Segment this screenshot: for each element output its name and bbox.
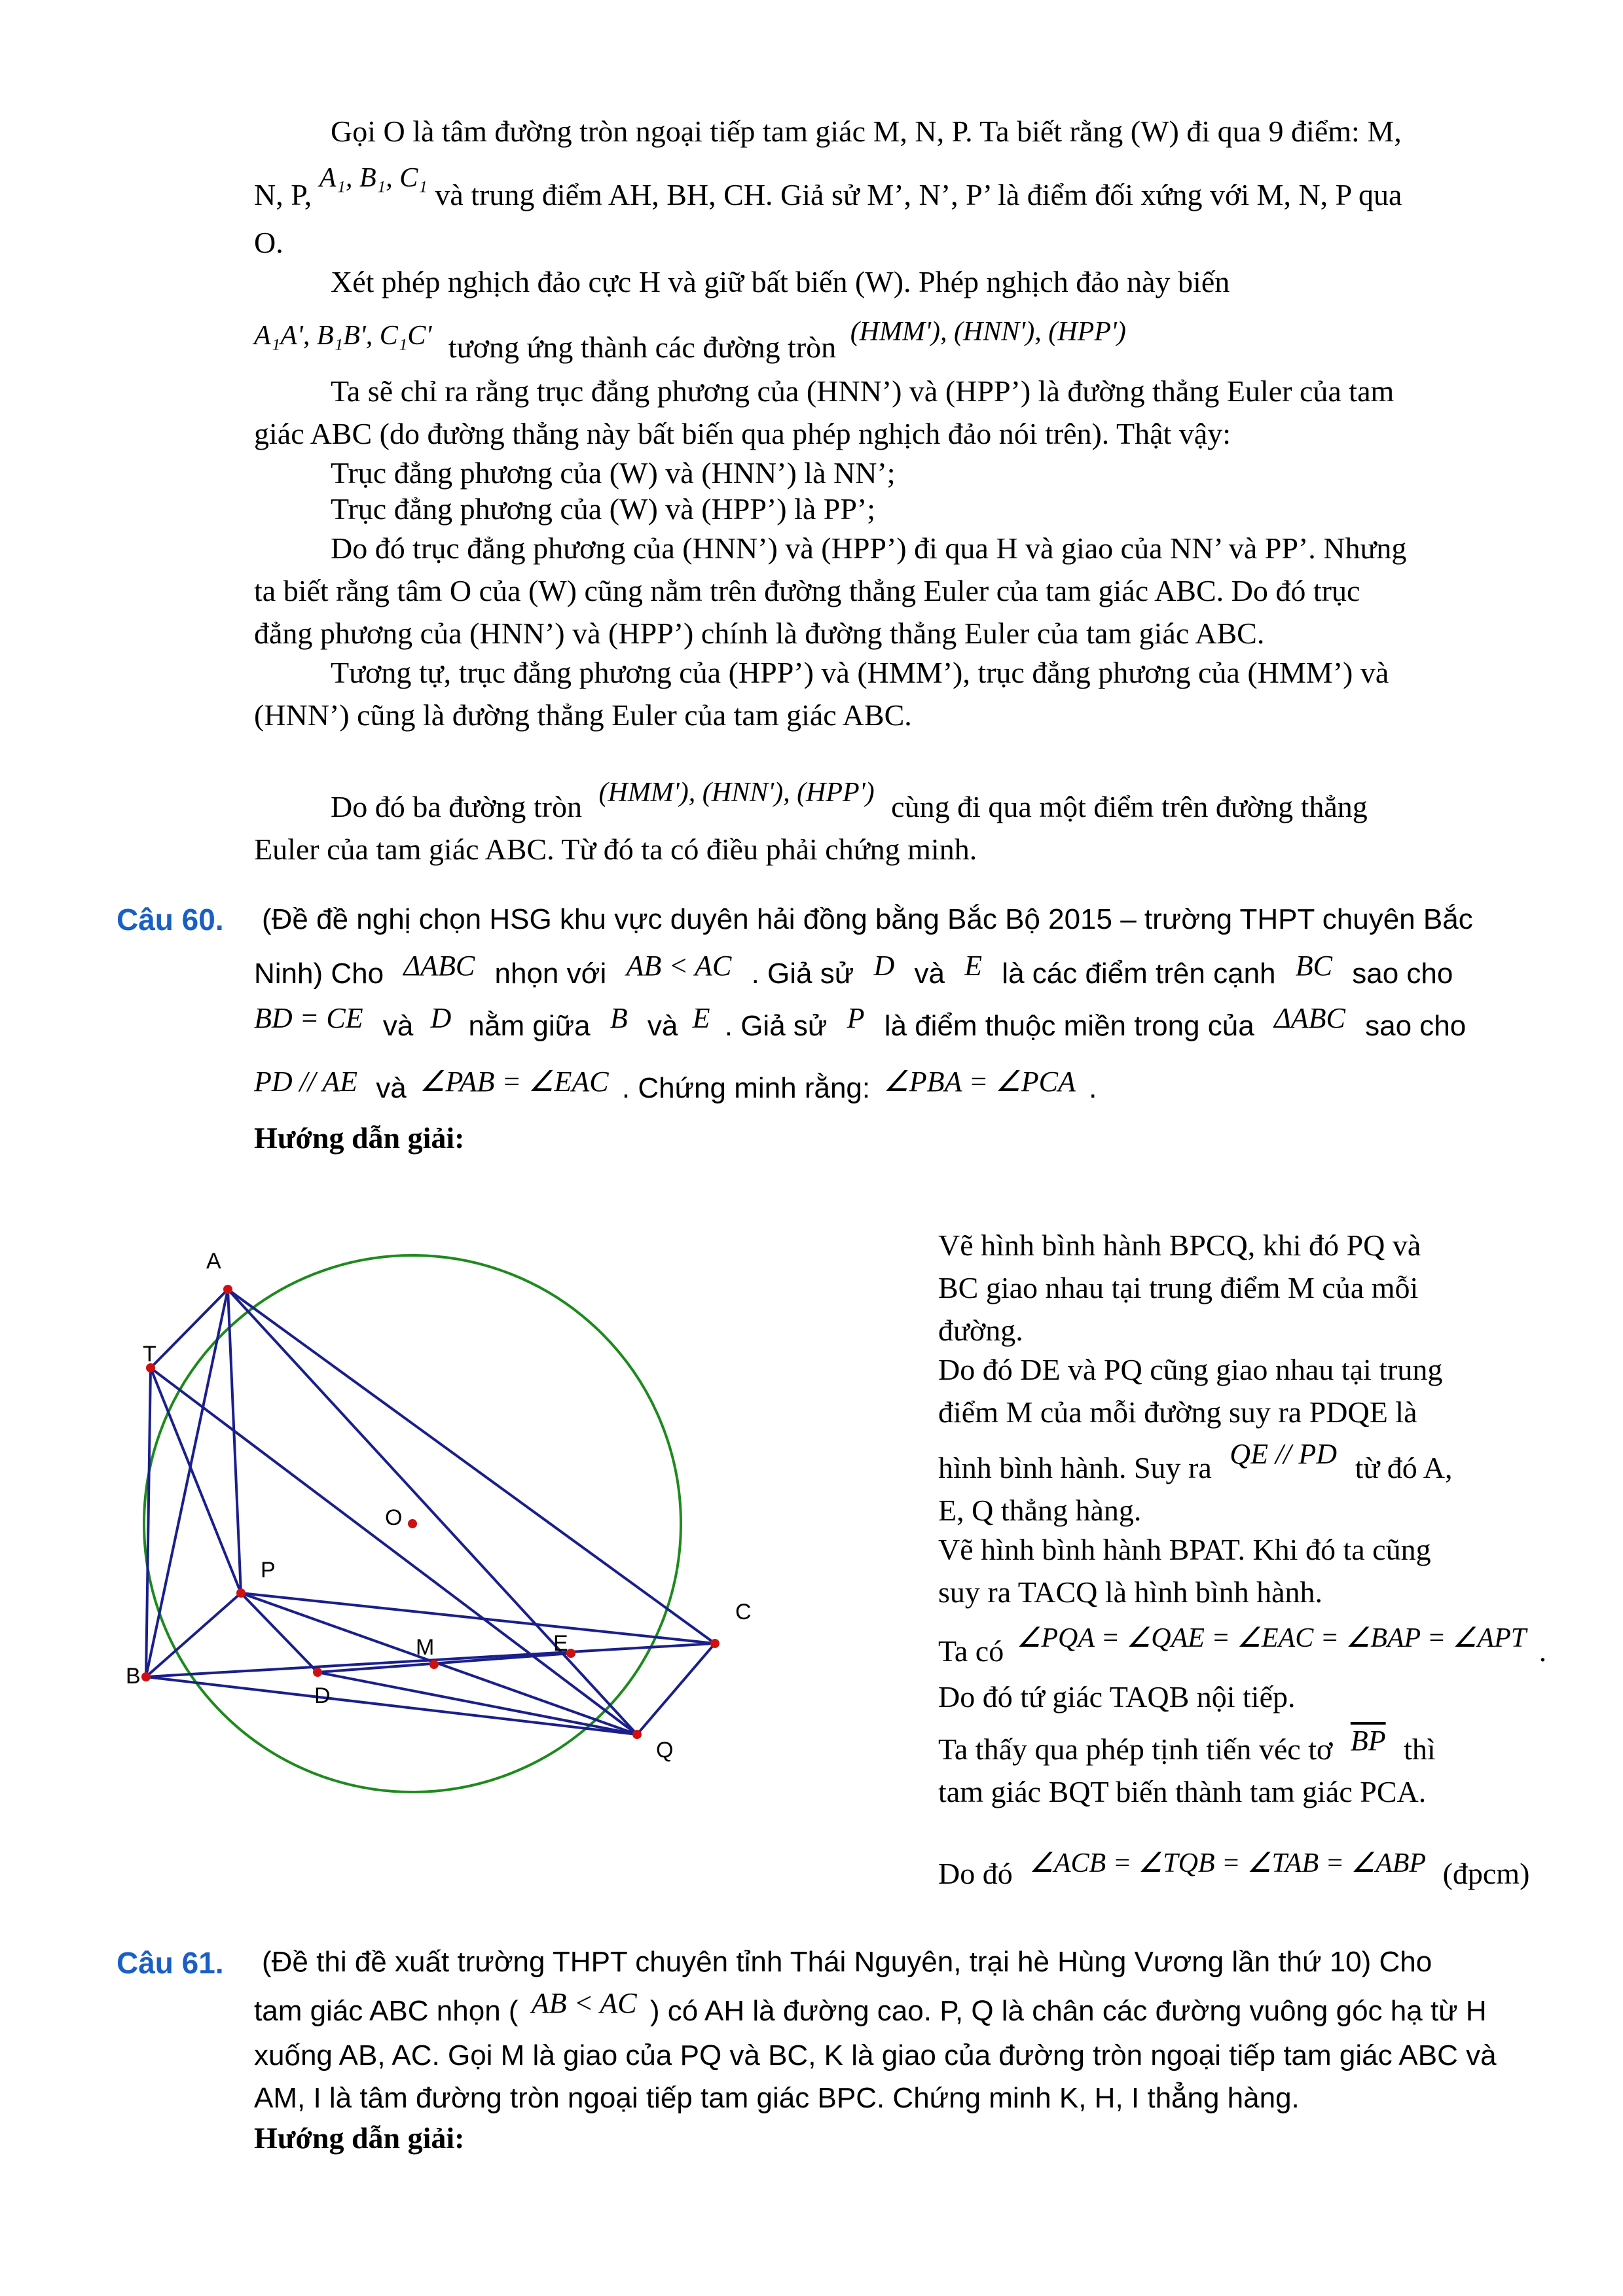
q60-sol-10-a: Ta có — [938, 1634, 1004, 1668]
para-line-10: Do đó trục đẳng phương của (HNN’) và (HPP’) đi qua H và giao của NN’ và PP’. Nhưng — [331, 531, 1407, 565]
label-m: M — [416, 1635, 435, 1660]
q61-line-4: AM, I là tâm đường tròn ngoại tiếp tam giác BPC. Chứng minh K, H, I thẳng hàng. — [254, 2082, 1300, 2114]
q61-line-1: (Đề thi đề xuất trường THPT chuyên tỉnh Thái Nguyên, trại hè Hùng Vương lần thứ 10) Cho — [262, 1946, 1432, 1978]
q60-line-2-a: Ninh) Cho — [254, 958, 384, 990]
segment-ab — [146, 1289, 228, 1677]
math-e: E — [964, 950, 983, 982]
q61-line-2 — [254, 1987, 1487, 2033]
para-line-11: ta biết rằng tâm O của (W) cũng nằm trên đường thẳng Euler của tam giác ABC. Do đó trục — [254, 574, 1360, 607]
point-o — [408, 1519, 417, 1528]
math-ab-lt-ac: AB < AC — [626, 950, 732, 982]
math-bc: BC — [1295, 950, 1332, 982]
figure-lines — [146, 1289, 715, 1734]
q60-line-4-b: . Chứng minh rằng: — [621, 1072, 871, 1104]
q60-sol-10 — [938, 1623, 1547, 1674]
label-p: P — [261, 1558, 276, 1583]
math-p: P — [847, 1002, 865, 1034]
math-q61-ab-lt-ac: AB < AC — [531, 1987, 637, 2019]
para-line-8: Trục đẳng phương của (W) và (HNN’) là NN’; — [331, 456, 896, 490]
q61-guide-heading: Hướng dẫn giải: — [254, 2121, 465, 2155]
segment-pd — [241, 1593, 318, 1672]
para-line-13: Tương tự, trục đẳng phương của (HPP’) và (HMM’), trục đẳng phương của (HMM’) và — [331, 656, 1389, 689]
q60-line-4 — [254, 1067, 1097, 1110]
math-b: B — [610, 1002, 628, 1034]
q60-line-4-a: và — [376, 1072, 407, 1104]
math-angle-chain-2: ∠ACB = ∠TQB = ∠TAB = ∠ABP — [1029, 1848, 1427, 1878]
math-angles-pab-eac: ∠PAB = ∠EAC — [420, 1066, 609, 1098]
label-a: A — [206, 1249, 221, 1274]
label-q: Q — [656, 1738, 674, 1763]
q60-sol-14-a: Do đó — [938, 1857, 1013, 1890]
q60-line-1: (Đề đề nghị chọn HSG khu vực duyên hải đồng bằng Bắc Bộ 2015 – trường THPT chuyên Bắc — [262, 903, 1473, 935]
q60-sol-6-b: từ đó A, — [1355, 1451, 1453, 1484]
math-a1b1c1: A₁, B₁, C₁ — [319, 163, 428, 193]
q61-line-3: xuống AB, AC. Gọi M là giao của PQ và BC, K là giao của đường tròn ngoại tiếp tam giác ABC và — [254, 2039, 1497, 2072]
q60-sol-12-b: thì — [1404, 1732, 1436, 1766]
math-e-2: E — [692, 1002, 710, 1034]
q60-line-3-a: và — [382, 1010, 414, 1042]
q60-line-3-f: sao cho — [1365, 1010, 1467, 1042]
q61-label: Câu 61. — [117, 1946, 224, 1980]
point-p — [236, 1588, 246, 1598]
q60-sol-14-b: (đpcm) — [1442, 1857, 1530, 1890]
para-line-2-b: và trung điểm AH, BH, CH. Giả sử M’, N’, P’ là điểm đối xứng với M, N, P qua — [435, 178, 1402, 211]
segment-at — [151, 1289, 228, 1368]
q60-line-2-b: nhọn với — [494, 958, 607, 990]
para-line-12: đẳng phương của (HNN’) và (HPP’) chính là đường thẳng Euler của tam giác ABC. — [254, 617, 1265, 650]
q60-line-2-f: sao cho — [1352, 958, 1453, 990]
q60-sol-10-b: . — [1539, 1634, 1547, 1668]
para-line-7: giác ABC (do đường thẳng này bất biến qua phép nghịch đảo nói trên). Thật vậy: — [254, 417, 1231, 450]
segment-de — [318, 1653, 571, 1672]
math-d: D — [873, 950, 895, 982]
label-o: O — [385, 1505, 403, 1530]
math-d-2: D — [430, 1002, 452, 1034]
q60-sol-13: tam giác BQT biến thành tam giác PCA. — [938, 1775, 1427, 1808]
q61-line-2-a: tam giác ABC nhọn ( — [254, 1995, 519, 2027]
q60-sol-3: đường. — [938, 1314, 1023, 1347]
point-c — [710, 1639, 720, 1648]
q60-sol-14 — [938, 1848, 1530, 1897]
q60-sol-12 — [938, 1725, 1436, 1772]
label-b: B — [126, 1664, 141, 1689]
label-c: C — [735, 1600, 752, 1624]
q60-sol-11: Do đó tứ giác TAQB nội tiếp. — [938, 1680, 1296, 1713]
q60-sol-5: điểm M của mỗi đường suy ra PDQE là — [938, 1395, 1417, 1429]
math-pd-ae: PD // AE — [254, 1066, 358, 1098]
segment-cq — [637, 1643, 715, 1734]
q60-sol-6-a: hình bình hành. Suy ra — [938, 1451, 1212, 1484]
geometry-figure — [92, 1211, 752, 1763]
point-q — [632, 1730, 642, 1739]
q60-line-3-b: nằm giữa — [468, 1010, 591, 1042]
math-bd-ce: BD = CE — [254, 1002, 363, 1034]
q60-sol-8: Vẽ hình bình hành BPAT. Khi đó ta cũng — [938, 1533, 1431, 1566]
math-vector-bp: $\overline{BP}$ — [1350, 1725, 1386, 1757]
para-line-4: Xét phép nghịch đảo cực H và giữ bất biến (W). Phép nghịch đảo này biến — [331, 265, 1230, 298]
segment-ac — [228, 1289, 715, 1643]
math-qe-pd: QE // PD — [1230, 1438, 1338, 1470]
para-line-5 — [254, 313, 1126, 364]
q60-line-2-c: . Giả sử — [751, 958, 854, 990]
para-line-15-b: cùng đi qua một điểm trên đường thẳng — [891, 790, 1368, 823]
math-circles-1: (HMM'), (HNN'), (HPP') — [850, 317, 1126, 347]
q60-line-2-e: là các điểm trên cạnh — [1002, 958, 1276, 990]
math-triangle-abc-2: ΔABC — [1273, 1002, 1345, 1034]
para-line-2 — [254, 163, 1402, 218]
q61-line-2-b: ) có AH là đường cao. P, Q là chân các đường vuông góc hạ từ H — [649, 1995, 1487, 2027]
para-line-6: Ta sẽ chỉ ra rằng trục đẳng phương của (HNN’) và (HPP’) là đường thẳng Euler của tam — [331, 374, 1395, 408]
q60-label: Câu 60. — [117, 903, 224, 937]
para-line-15-a: Do đó ba đường tròn — [331, 790, 582, 823]
para-line-3: O. — [254, 226, 283, 259]
q60-sol-1: Vẽ hình bình hành BPCQ, khi đó PQ và — [938, 1229, 1421, 1262]
segment-ap — [228, 1289, 241, 1593]
point-b — [141, 1672, 151, 1681]
q60-line-3 — [254, 1002, 1467, 1048]
para-line-2-a: N, P, — [254, 178, 312, 211]
q60-guide-heading: Hướng dẫn giải: — [254, 1121, 465, 1155]
label-d: D — [314, 1683, 331, 1708]
math-angle-chain: ∠PQA = ∠QAE = ∠EAC = ∠BAP = ∠APT — [1016, 1623, 1527, 1653]
math-circles-2: (HMM'), (HNN'), (HPP') — [598, 778, 875, 808]
q60-sol-7: E, Q thẳng hàng. — [938, 1494, 1142, 1527]
math-angles-pba-pca: ∠PBA = ∠PCA — [883, 1066, 1076, 1098]
q60-sol-12-a: Ta thấy qua phép tịnh tiến véc tơ — [938, 1732, 1333, 1766]
q60-line-3-c: và — [647, 1010, 678, 1042]
q60-sol-2: BC giao nhau tại trung điểm M của mỗi — [938, 1271, 1419, 1304]
math-triangle-abc: ΔABC — [403, 950, 475, 982]
para-line-5-text: tương ứng thành các đường tròn — [448, 331, 837, 364]
q60-line-2 — [254, 952, 1453, 996]
para-line-1: Gọi O là tâm đường tròn ngoại tiếp tam giác M, N, P. Ta biết rằng (W) đi qua 9 điểm: M, — [331, 115, 1402, 148]
para-line-9: Trục đẳng phương của (W) và (HPP’) là PP’; — [331, 492, 875, 526]
para-line-14: (HNN’) cũng là đường thẳng Euler của tam giác ABC. — [254, 698, 912, 732]
point-a — [223, 1285, 232, 1294]
para-line-16: Euler của tam giác ABC. Từ đó ta có điều phải chứng minh. — [254, 833, 977, 866]
label-t: T — [143, 1342, 156, 1367]
para-line-15 — [331, 778, 1368, 830]
q60-sol-6 — [938, 1438, 1453, 1490]
point-m — [429, 1660, 439, 1669]
point-d — [313, 1668, 322, 1677]
segment-tb — [146, 1368, 151, 1677]
q60-line-3-d: . Giả sử — [724, 1010, 828, 1042]
label-e: E — [553, 1631, 568, 1656]
q60-line-2-d: và — [914, 958, 945, 990]
q60-sol-9: suy ra TACQ là hình bình hành. — [938, 1575, 1323, 1609]
q60-line-3-e: là điểm thuộc miền trong của — [884, 1010, 1254, 1042]
math-a1a-b1b-c1c: A₁A', B₁B', C₁C' — [254, 321, 432, 351]
q60-sol-4: Do đó DE và PQ cũng giao nhau tại trung — [938, 1353, 1443, 1386]
q60-line-4-c: . — [1089, 1072, 1097, 1104]
